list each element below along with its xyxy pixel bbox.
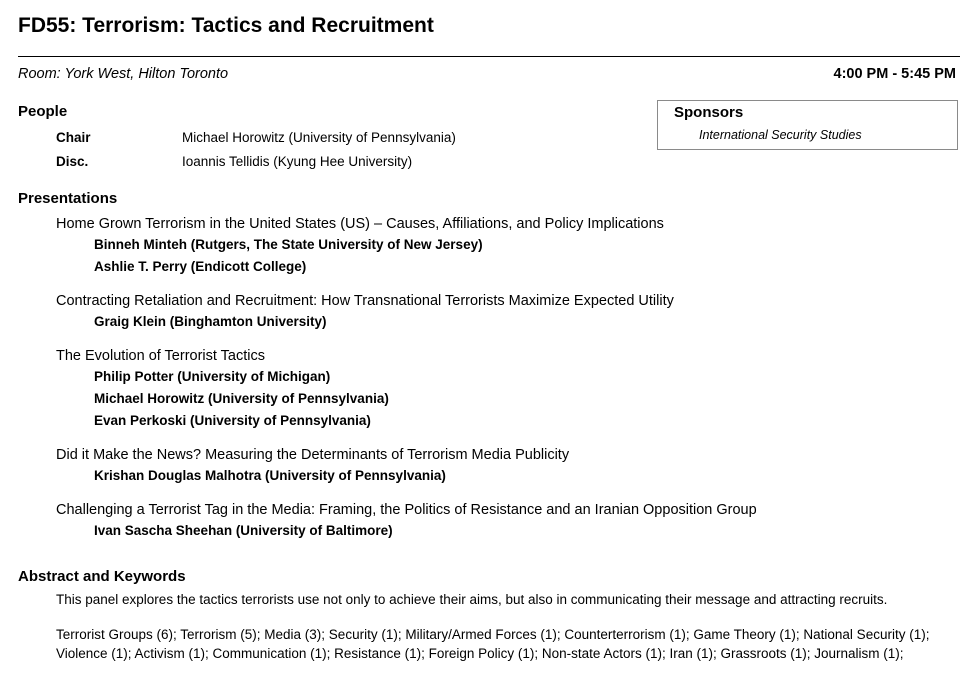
presentation-4 (56, 445, 569, 487)
presentation-title: The Evolution of Terrorist Tactics (56, 348, 265, 364)
room-location: Room: York West, Hilton Toronto (18, 66, 229, 82)
people-role: Chair (56, 130, 91, 145)
people-name: Michael Horowitz (University of Pennsylvania) (182, 130, 456, 145)
presentation-author: Ashlie T. Perry (Endicott College) (94, 259, 307, 274)
people-row-chair (56, 130, 456, 145)
presentations-heading: Presentations (18, 190, 118, 207)
people-name: Ioannis Tellidis (Kyung Hee University) (182, 154, 413, 169)
presentation-title: Did it Make the News? Measuring the Determinants of Terrorism Media Publicity (56, 447, 570, 463)
presentation-author: Ivan Sascha Sheehan (University of Baltimore) (94, 523, 393, 538)
presentation-author: Evan Perkoski (University of Pennsylvania) (94, 413, 371, 428)
presentation-title: Home Grown Terrorism in the United States (US) – Causes, Affiliations, and Policy Implications (56, 216, 664, 232)
keywords-list: Terrorist Groups (6); Terrorism (5); Media (3); Security (1); Military/Armed Forces (1); Counterterrorism (1); Game Theory (1); National Security (1); Violence (1); Activism (1); Communication (1); Resistance (1); Foreign Policy (1); Non-state Actors (1); Iran (1); Grassroots (1); Journalism (1); (56, 627, 930, 661)
abstract-heading: Abstract and Keywords (18, 568, 186, 585)
presentation-author: Michael Horowitz (University of Pennsylvania) (94, 391, 389, 406)
panel-title: FD55: Terrorism: Tactics and Recruitment (18, 14, 434, 37)
sponsors-heading: Sponsors (674, 104, 744, 121)
presentation-2 (56, 291, 674, 333)
presentation-title: Challenging a Terrorist Tag in the Media: Framing, the Politics of Resistance and an Iranian Opposition Group (56, 502, 757, 518)
presentation-title: Contracting Retaliation and Recruitment: How Transnational Terrorists Maximize Expected Utility (56, 293, 674, 309)
people-heading: People (18, 103, 68, 120)
people-row-discussant (56, 154, 412, 169)
sponsors-box (657, 100, 958, 150)
abstract-text: This panel explores the tactics terrorists use not only to achieve their aims, but also in communicating their message and attracting recruits. (56, 592, 888, 607)
presentation-author: Binneh Minteh (Rutgers, The State University of New Jersey) (94, 237, 483, 252)
title-divider (18, 56, 960, 57)
session-time: 4:00 PM - 5:45 PM (833, 66, 956, 82)
presentation-author: Philip Potter (University of Michigan) (94, 369, 331, 384)
presentation-1 (56, 214, 664, 278)
presentation-author: Graig Klein (Binghamton University) (94, 314, 327, 329)
people-role: Disc. (56, 154, 89, 169)
presentation-author: Krishan Douglas Malhotra (University of Pennsylvania) (94, 468, 446, 483)
presentation-3 (56, 346, 389, 432)
sponsor-item: International Security Studies (699, 128, 862, 142)
presentation-5 (56, 500, 757, 542)
